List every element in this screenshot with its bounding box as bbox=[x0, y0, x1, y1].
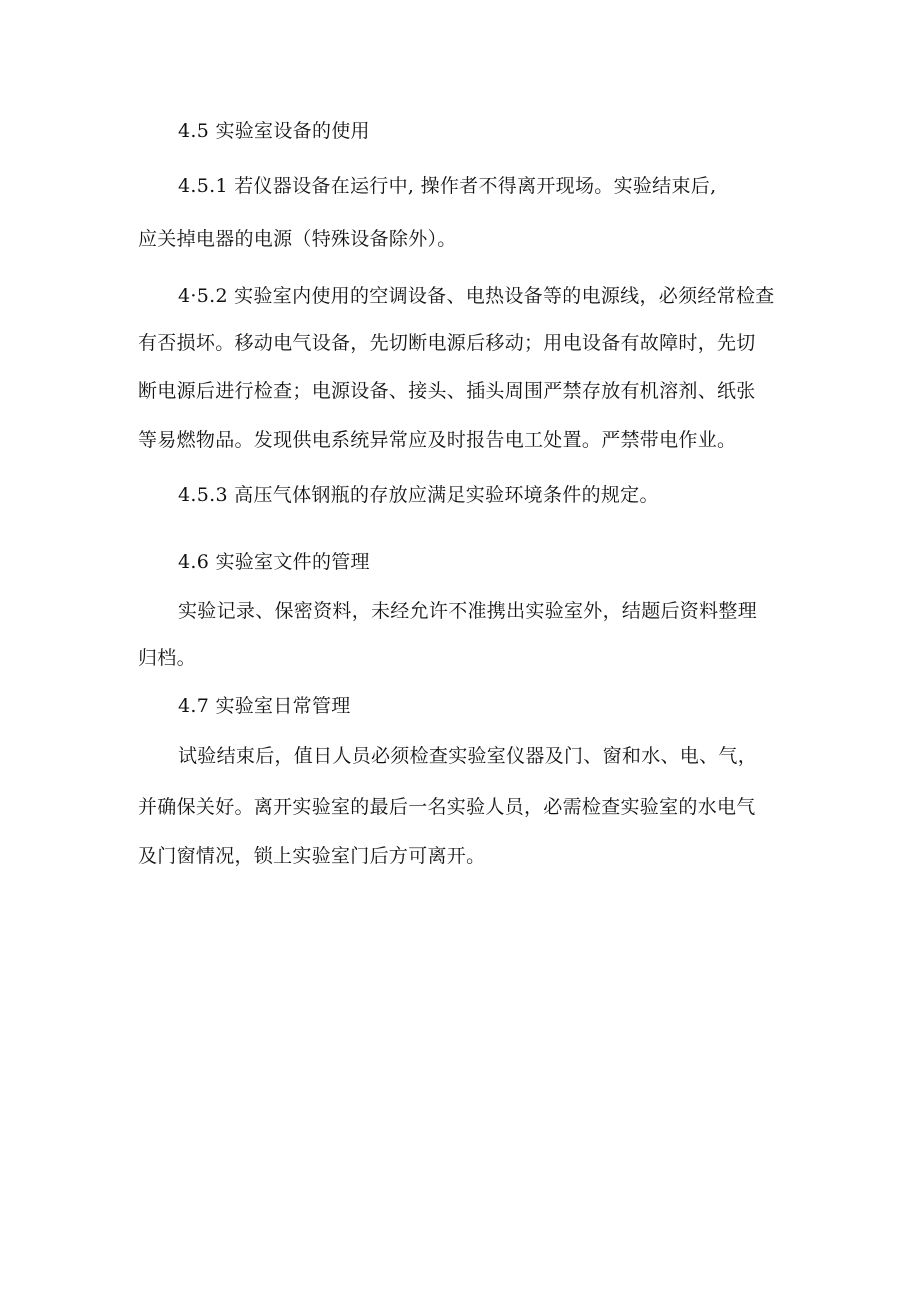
section-4-6-text: 实验记录、保密资料，未经允许不准携出实验室外，结题后资料整理 bbox=[178, 600, 758, 622]
section-4-5-3-text: 4.5.3 高压气体钢瓶的存放应满足实验环境条件的规定。 bbox=[178, 484, 659, 506]
section-4-5-2-text: 4·5.2 实验室内使用的空调设备、电热设备等的电源线，必须经常检查 bbox=[178, 285, 775, 307]
section-4-5-1-text: 4.5.1 若仪器设备在运行中, 操作者不得离开现场。实验结束后, bbox=[178, 175, 717, 197]
section-4-5-2-text-cont: 等易燃物品。发现供电系统异常应及时报告电工处置。严禁带电作业。 bbox=[138, 429, 737, 451]
section-4-7-heading: 4.7 实验室日常管理 bbox=[178, 695, 351, 717]
section-4-6-heading: 4.6 实验室文件的管理 bbox=[178, 551, 370, 573]
section-4-6-text-cont: 归档。 bbox=[138, 647, 196, 669]
section-4-5-2-text-cont: 有否损坏。移动电气设备，先切断电源后移动；用电设备有故障时，先切 bbox=[138, 332, 756, 354]
section-4-7-text-cont: 及门窗情况，锁上实验室门后方可离开。 bbox=[138, 845, 486, 867]
section-4-7-text-cont: 并确保关好。离开实验室的最后一名实验人员，必需检查实验室的水电气 bbox=[138, 796, 756, 818]
section-4-7-text: 试验结束后，值日人员必须检查实验室仪器及门、窗和水、电、气， bbox=[178, 745, 758, 767]
section-4-5-heading: 4.5 实验室设备的使用 bbox=[178, 120, 370, 142]
section-4-5-2-text-cont: 断电源后进行检查；电源设备、接头、插头周围严禁存放有机溶剂、纸张 bbox=[138, 380, 756, 402]
section-4-5-1-text-cont: 应关掉电器的电源（特殊设备除外）。 bbox=[138, 228, 457, 250]
